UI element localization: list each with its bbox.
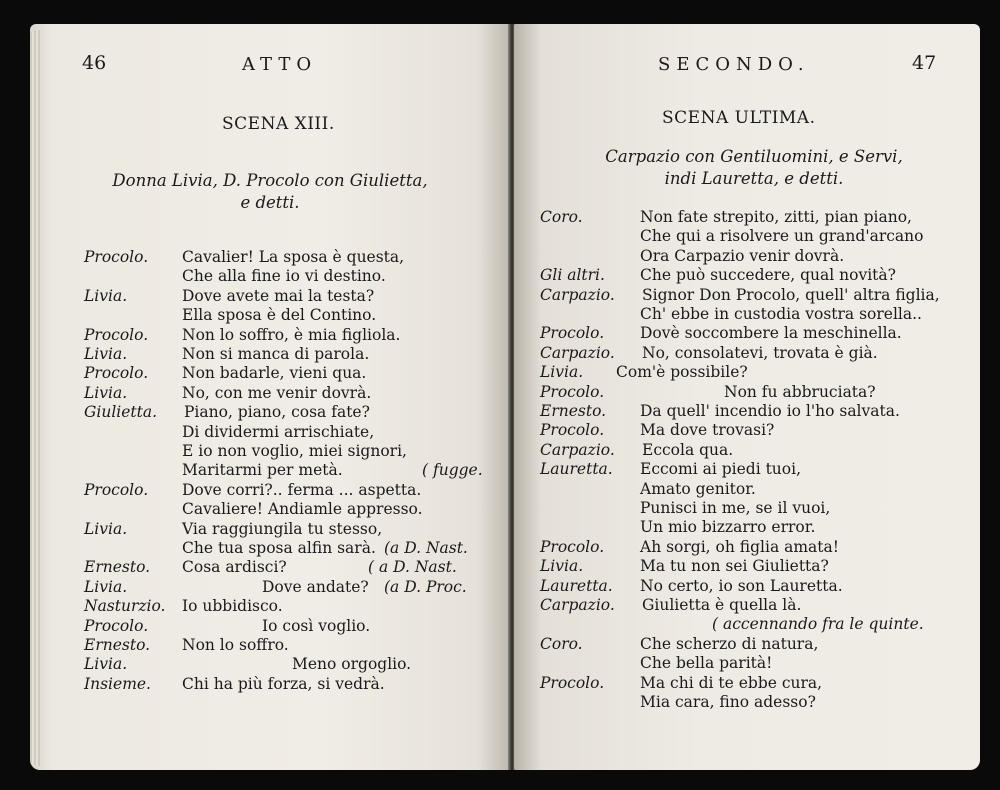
verse-text: Che scherzo di natura, [640,634,819,653]
verse-line [540,383,960,402]
verse-line [540,499,960,518]
verse-line [84,520,504,539]
scene-title: SCENA ULTIMA. [662,108,816,128]
page-number: 47 [912,52,937,74]
verse-line [540,635,960,654]
verse-line [540,693,960,712]
verse-line [84,617,504,636]
verse-line [84,597,504,616]
page-edge [30,30,40,766]
verse-line [84,384,504,403]
speaker-name: Ernesto. [540,402,607,420]
speaker-name: Livia. [84,345,128,363]
verse-text: No certo, io son Lauretta. [640,576,843,595]
verse-text: No, consolatevi, trovata è già. [642,343,878,362]
verse-text: Piano, piano, cosa fate? [184,403,370,422]
verse-text: Non si manca di parola. [182,345,370,363]
verse-line [84,655,504,674]
speaker-name: Procolo. [540,382,605,401]
verse-text: Un mio bizzarro error. [640,518,816,537]
verse-line [540,344,960,363]
verse-text: Maritarmi per metà. [182,461,343,480]
verse-text: Chi ha più forza, si vedrà. [182,674,385,693]
verse-line [540,615,960,634]
speaker-name: Procolo. [540,421,605,440]
stage-direction-inline: ( fugge. [422,461,483,480]
speaker-name: Nasturzio. [84,597,166,616]
stage-direction-line: Carpazio con Gentiluomini, e Servi, [605,147,903,166]
verse-text: Ch' ebbe in custodia vostra sorella.. [640,305,922,323]
verse-line [540,557,960,576]
speaker-name: Carpazio. [540,285,615,304]
speaker-name: Ernesto. [84,636,151,654]
verse-text: Che alla fine io vi destino. [182,267,386,286]
running-head: ATTO [242,54,318,75]
speaker-name: Livia. [84,383,128,402]
verse-line [84,461,504,480]
verse-line [84,481,504,500]
verse-text: Punisci in me, se il vuoi, [640,499,831,517]
verse-text: Non lo soffro, è mia figliola. [182,325,401,344]
verse-line [540,518,960,537]
speaker-name: Carpazio. [540,343,615,362]
verse-line [540,305,960,324]
running-head: SECONDO. [658,54,810,75]
verse-line [84,326,504,345]
speaker-name: Livia. [84,655,128,674]
verse-text: Che bella parità! [640,654,773,673]
verse-text: Eccomi ai piedi tuoi, [640,460,802,479]
stage-direction [554,146,954,190]
open-book [22,24,982,770]
speaker-name: Livia. [84,519,128,538]
speaker-name: Carpazio. [540,440,615,459]
verse-line [540,208,960,227]
verse-line [84,558,504,577]
verse-line [540,286,960,305]
verse-line [540,674,960,693]
speaker-name: Procolo. [540,537,605,556]
verse-text: Com'è possibile? [616,363,748,382]
speaker-name: Ernesto. [84,558,151,577]
verse-line [540,596,960,615]
speaker-name: Coro. [540,634,583,653]
verse-line [84,539,504,558]
verse-line [84,345,504,364]
page-number: 46 [82,52,107,74]
stage-direction-line: e detti. [240,193,300,212]
verse-text: Ella sposa è del Contino. [182,306,377,325]
verse-text: Non fu abbruciata? [724,382,876,401]
verse-text: Che tua sposa alfin sarà. [182,539,376,557]
verse-line [84,403,504,422]
left-page [30,24,510,770]
verse-text: Dovè soccombere la meschinella. [640,324,902,343]
verse-text: No, con me venir dovrà. [182,383,372,402]
verse-line [540,363,960,382]
verse-text: Io così voglio. [262,616,371,635]
speaker-name: Procolo. [84,325,149,344]
verse-text: Amato genitor. [640,479,756,498]
verse-text: Via raggiungila tu stesso, [182,519,383,538]
speaker-name: Livia. [540,557,584,576]
verse-text: Mia cara, fino adesso? [640,693,816,711]
verse-line [84,500,504,519]
verse-text: Non fate strepito, zitti, pian piano, [640,208,912,226]
verse-line [84,364,504,383]
verse-text: Ma chi di te ebbe cura, [640,673,823,692]
verse-text: Dove corri?.. ferma ... aspetta. [182,480,422,499]
speaker-name: Livia. [84,286,128,305]
verse-text: Ma tu non sei Giulietta? [640,557,829,576]
verse-line [84,423,504,442]
verse-line [84,675,504,694]
stage-direction-inline: ( a D. Nast. [368,558,457,577]
speaker-name: Lauretta. [540,576,613,595]
verse-text: Ma dove trovasi? [640,421,775,440]
verse-line [540,480,960,499]
verse-line [84,578,504,597]
verse-line [540,266,960,285]
right-page [514,24,980,770]
verse-text: Che qui a risolvere un grand'arcano [640,227,924,246]
verse-line [84,267,504,286]
speaker-name: Procolo. [540,324,605,343]
verse-text: Non lo soffro. [182,636,289,654]
verse-line [84,306,504,325]
verse-line [84,287,504,306]
verse-line [540,421,960,440]
verse-text: Io ubbidisco. [182,597,283,616]
stage-direction [70,170,470,214]
verse-text: Dove andate? [262,577,369,596]
verse-text: Meno orgoglio. [292,655,412,674]
verse-line [84,248,504,267]
verse-text: Da quell' incendio io l'ho salvata. [640,402,900,420]
speaker-name: Procolo. [84,364,149,383]
verse-line [540,577,960,596]
speaker-name: Procolo. [84,480,149,499]
verse-line [540,402,960,421]
speaker-name: Procolo. [84,248,149,266]
verse-text: Ora Carpazio venir dovrà. [640,246,845,265]
verse-line [540,441,960,460]
verse-text: Giulietta è quella là. [642,596,802,614]
speaker-name: Procolo. [540,673,605,692]
speaker-name: Livia. [540,363,584,382]
verse-text: Di dividermi arrischiate, [182,422,375,441]
verse-text: Ah sorgi, oh figlia amata! [640,537,839,556]
verse-line [540,324,960,343]
stage-direction-inline: (a D. Proc. [384,577,467,596]
speaker-name: Gli altri. [540,266,605,285]
speaker-name: Carpazio. [540,596,615,614]
speaker-name: Lauretta. [540,460,613,479]
verse-line [540,227,960,246]
verse-text: Dove avete mai la testa? [182,286,375,305]
verse-text: Cosa ardisci? [182,558,287,577]
verse-text: E io non voglio, miei signori, [182,442,407,460]
verse-text: Che può succedere, qual novità? [640,266,896,285]
verse-text: Cavalier! La sposa è questa, [182,248,405,266]
speaker-name: Procolo. [84,616,149,635]
stage-direction-inline: (a D. Nast. [384,539,468,557]
verse-text: Signor Don Procolo, quell' altra figlia, [642,285,940,304]
stage-direction-inline: ( accennando fra le quinte. [712,615,924,634]
scene-title: SCENA XIII. [222,114,335,134]
verse-line [540,247,960,266]
speaker-name: Insieme. [84,674,151,693]
speaker-name: Giulietta. [84,403,158,422]
verse-line [84,442,504,461]
verse-line [540,654,960,673]
speaker-name: Livia. [84,577,128,596]
verse-text: Cavaliere! Andiamle appresso. [182,500,423,519]
speaker-name: Coro. [540,208,583,226]
verse-text: Non badarle, vieni qua. [182,364,367,383]
verse-line [540,538,960,557]
verse-line [540,460,960,479]
verse-text: Eccola qua. [642,440,734,459]
verse-line [84,636,504,655]
stage-direction-line: Donna Livia, D. Procolo con Giulietta, [112,171,428,190]
stage-direction-line: indi Lauretta, e detti. [664,169,844,188]
